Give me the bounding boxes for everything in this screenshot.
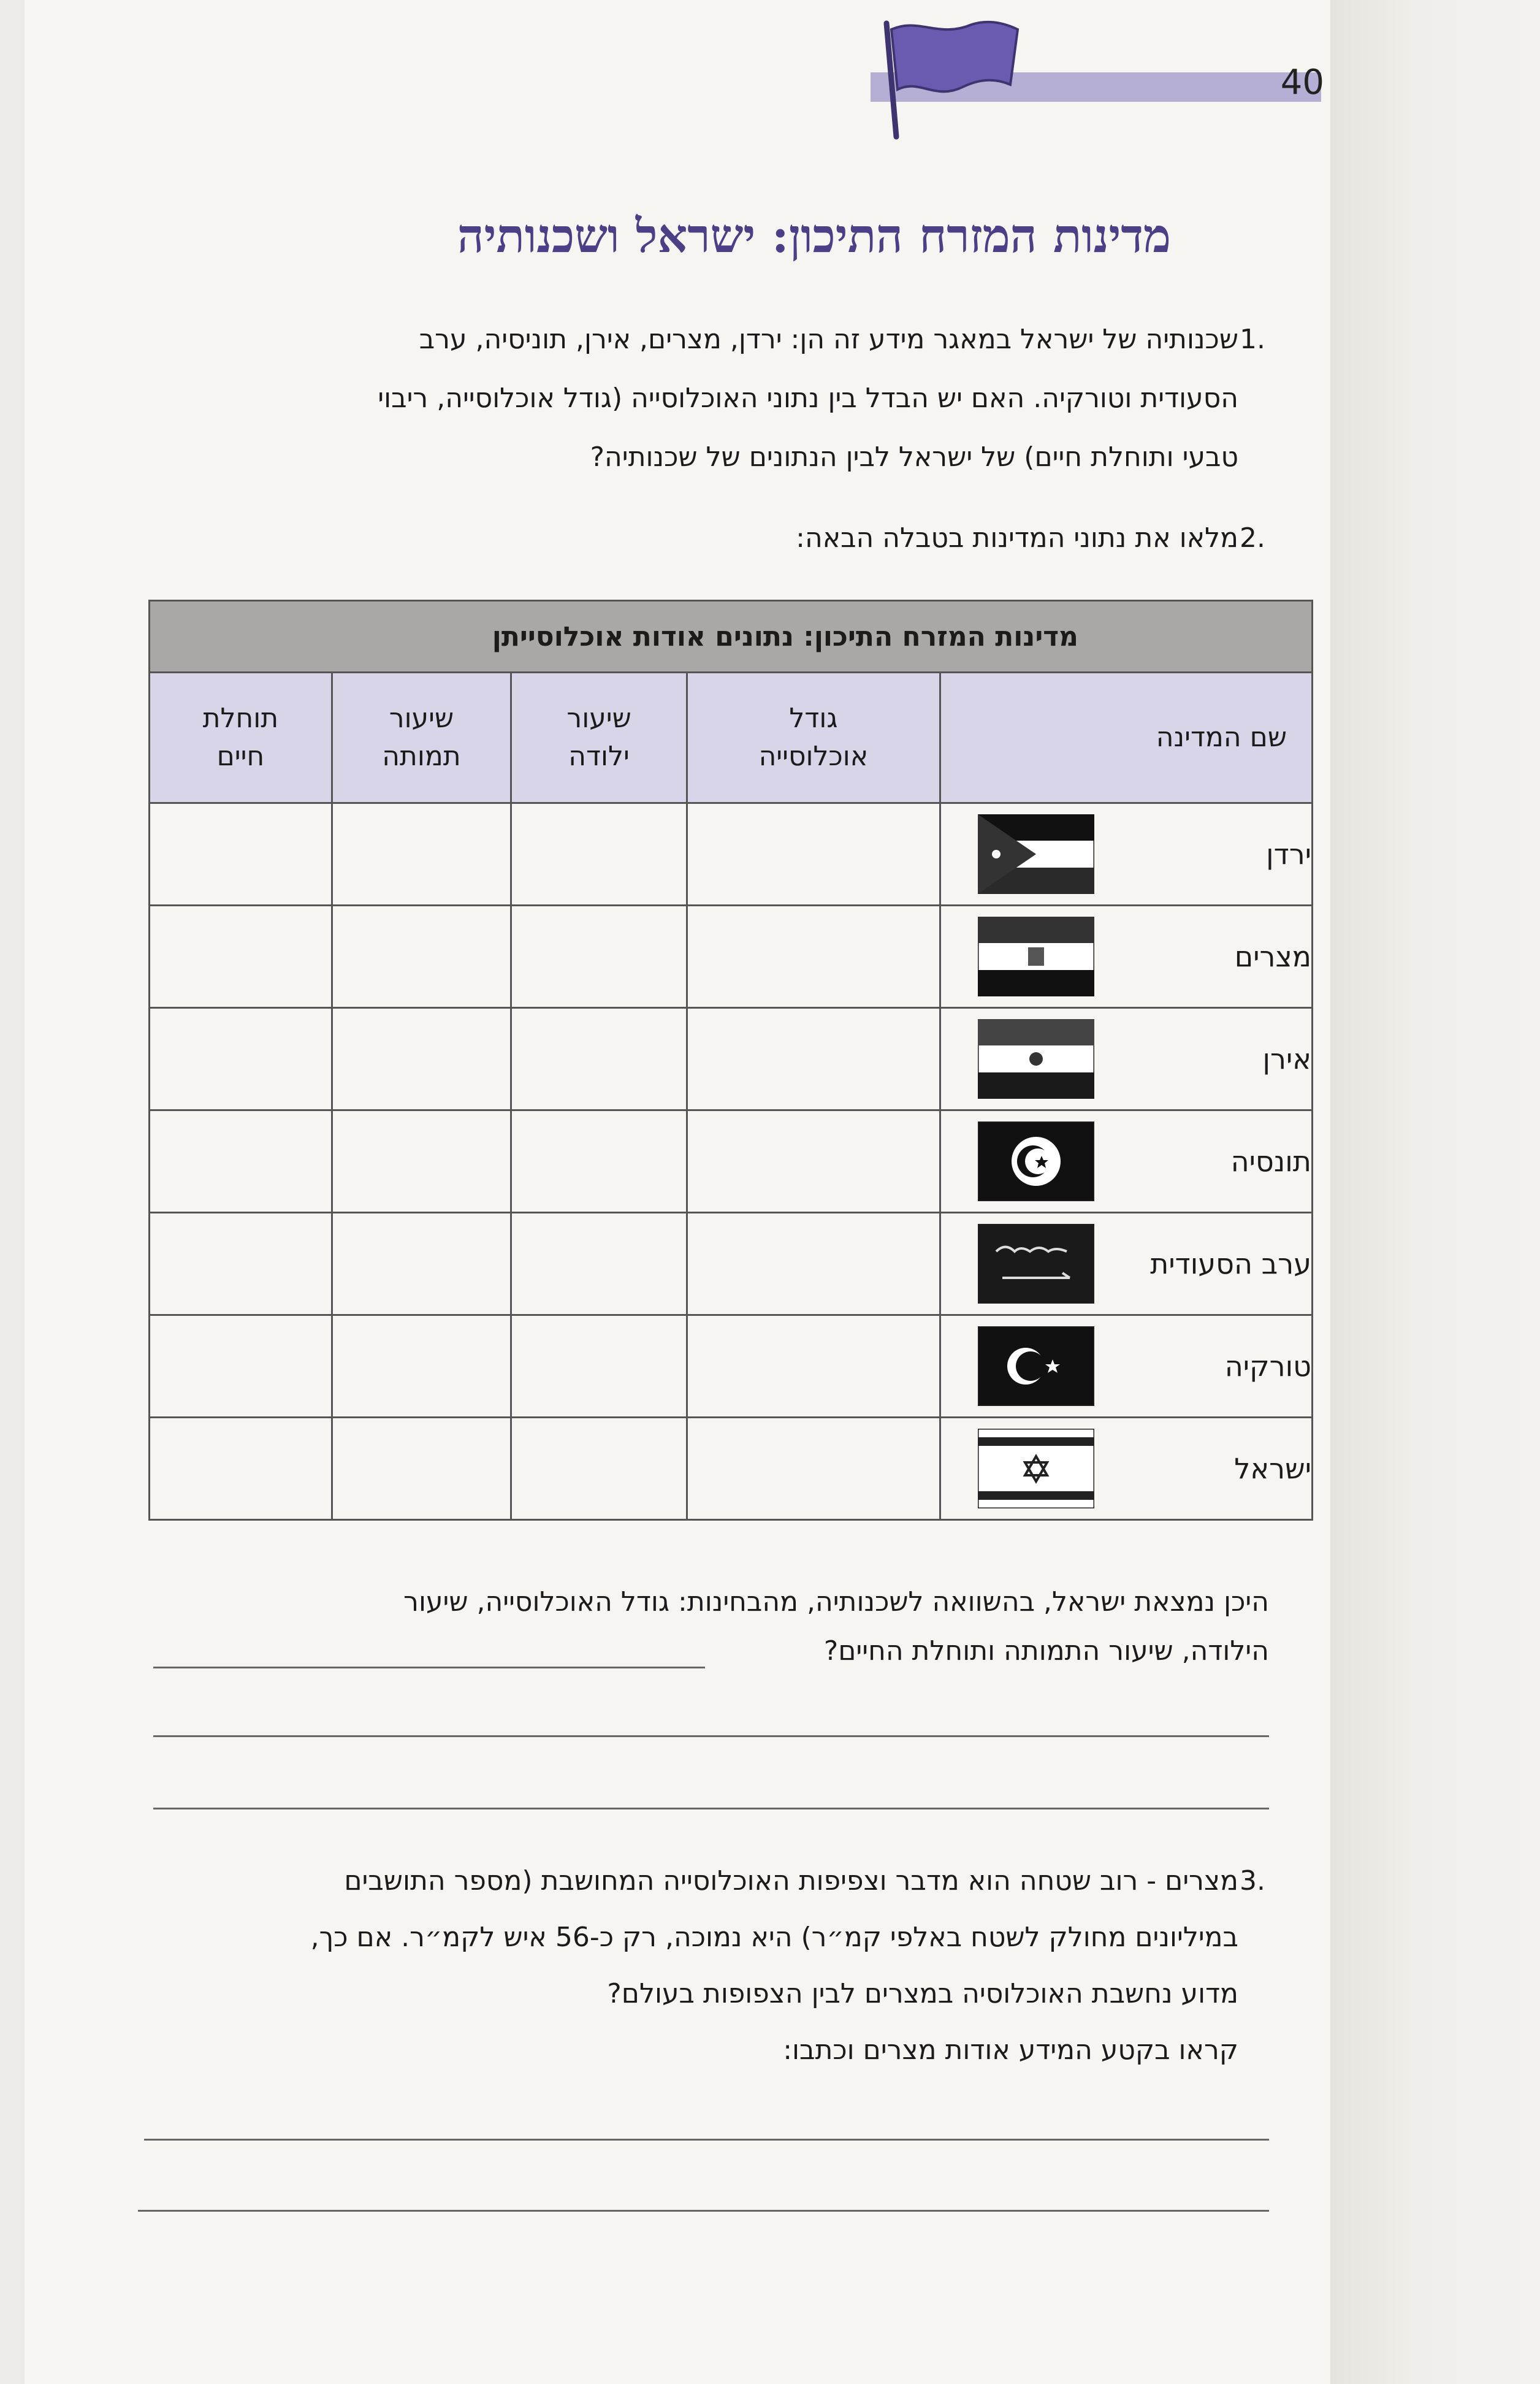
cell-life-expectancy[interactable]	[150, 1008, 332, 1110]
turkey-flag-icon	[978, 1326, 1094, 1406]
question-1-line-2: הסעודית וטורקיה. האם יש הבדל בין נתוני האוכלוסייה (גודל אוכלוסייה, ריבוי	[378, 383, 1238, 414]
cell-birth-rate[interactable]	[511, 906, 687, 1008]
header-life-expectancy-line-1: תוחלת	[202, 703, 279, 734]
cell-birth-rate[interactable]	[511, 1213, 687, 1315]
answer-line[interactable]	[153, 1808, 1269, 1809]
cell-death-rate[interactable]	[332, 1008, 511, 1110]
question-1-number: 1.	[1240, 324, 1265, 355]
table-row	[150, 906, 1313, 1008]
country-cell	[940, 1110, 1312, 1213]
page-title: מדינות המזרח התיכון: ישראל ושכנותיה	[457, 208, 1171, 263]
country-name: ישראל	[1234, 1452, 1311, 1485]
cell-death-rate[interactable]	[332, 1110, 511, 1213]
header-birth-rate-line-1: שיעור	[566, 703, 631, 734]
header-population-size-line-1: גודל	[789, 703, 838, 734]
table-row	[150, 1315, 1313, 1418]
cell-birth-rate[interactable]	[511, 1418, 687, 1520]
header-birth-rate-line-2: ילודה	[568, 741, 630, 772]
cell-death-rate[interactable]	[332, 803, 511, 906]
header-country-name: שם המדינה	[940, 673, 1312, 803]
egypt-flag-icon	[978, 917, 1094, 996]
table-row	[150, 803, 1313, 906]
header-life-expectancy-line-2: חיים	[216, 741, 265, 772]
header-birth-rate	[511, 673, 687, 803]
table-row	[150, 1418, 1313, 1520]
cell-population[interactable]	[687, 1213, 940, 1315]
question-3-line-1: מצרים - רוב שטחה הוא מדבר וצפיפות האוכלוסייה המחושבת (מספר התושבים	[344, 1865, 1238, 1897]
cell-birth-rate[interactable]	[511, 1110, 687, 1213]
country-name: אירן	[1262, 1042, 1311, 1075]
saudi-arabia-flag-icon	[978, 1224, 1094, 1304]
header-death-rate-line-1: שיעור	[389, 703, 454, 734]
country-name: ירדן	[1266, 838, 1311, 871]
table-caption: מדינות המזרח התיכון: נתונים אודות אוכלוסייתן	[150, 601, 1313, 673]
israel-flag-icon	[978, 1429, 1094, 1508]
country-name: מצרים	[1234, 940, 1311, 973]
table-row	[150, 1110, 1313, 1213]
cell-life-expectancy[interactable]	[150, 803, 332, 906]
question-1-line-3: טבעי ותוחלת חיים) של ישראל לבין הנתונים של שכנותיה?	[590, 441, 1238, 473]
cell-death-rate[interactable]	[332, 1418, 511, 1520]
country-cell	[940, 1315, 1312, 1418]
question-3-line-3: מדוע נחשבת האוכלוסיה במצרים לבין הצפופות בעולם?	[607, 1978, 1238, 2009]
comparison-question-line-2: הילודה, שיעור התמותה ותוחלת החיים?	[823, 1635, 1269, 1667]
cell-life-expectancy[interactable]	[150, 1418, 332, 1520]
country-cell	[940, 1418, 1312, 1520]
cell-population[interactable]	[687, 1315, 940, 1418]
cell-birth-rate[interactable]	[511, 1315, 687, 1418]
header-population-size	[687, 673, 940, 803]
header-death-rate	[332, 673, 511, 803]
iran-flag-icon	[978, 1019, 1094, 1099]
cell-life-expectancy[interactable]	[150, 1110, 332, 1213]
cell-death-rate[interactable]	[332, 906, 511, 1008]
country-cell	[940, 906, 1312, 1008]
cell-birth-rate[interactable]	[511, 1008, 687, 1110]
comparison-question-line-1: היכן נמצאת ישראל, בהשוואה לשכנותיה, מהבחינות: גודל האוכלוסייה, שיעור	[403, 1586, 1269, 1618]
waving-flag-icon	[864, 11, 1024, 146]
cell-population[interactable]	[687, 1110, 940, 1213]
page-edge	[1330, 0, 1540, 2384]
header-death-rate-line-2: תמותה	[382, 741, 461, 772]
page-number: 40	[1280, 63, 1324, 102]
header-population-size-line-2: אוכלוסייה	[758, 741, 869, 772]
question-3-line-2: במיליונים מחולק לשטח באלפי קמ״ר) היא נמוכה, רק כ-56 איש לקמ״ר. אם כך,	[310, 1922, 1238, 1953]
cell-population[interactable]	[687, 1008, 940, 1110]
answer-line[interactable]	[153, 1667, 705, 1668]
country-cell	[940, 1008, 1312, 1110]
cell-life-expectancy[interactable]	[150, 1213, 332, 1315]
header-life-expectancy	[150, 673, 332, 803]
tunisia-flag-icon	[978, 1121, 1094, 1201]
population-table	[148, 600, 1313, 1521]
cell-death-rate[interactable]	[332, 1315, 511, 1418]
cell-population[interactable]	[687, 906, 940, 1008]
answer-line[interactable]	[153, 1735, 1269, 1737]
answer-line[interactable]	[144, 2139, 1269, 2141]
country-name: תונסיה	[1230, 1145, 1311, 1178]
question-1-line-1: שכנותיה של ישראל במאגר מידע זה הן: ירדן, מצרים, אירן, תוניסיה, ערב	[419, 324, 1238, 355]
cell-death-rate[interactable]	[332, 1213, 511, 1315]
jordan-flag-icon	[978, 814, 1094, 894]
cell-birth-rate[interactable]	[511, 803, 687, 906]
answer-line[interactable]	[138, 2210, 1269, 2212]
country-cell	[940, 803, 1312, 906]
country-name: טורקיה	[1224, 1350, 1311, 1383]
cell-population[interactable]	[687, 803, 940, 906]
cell-life-expectancy[interactable]	[150, 906, 332, 1008]
question-3-line-4: קראו בקטע המידע אודות מצרים וכתבו:	[783, 2034, 1238, 2066]
question-2-number: 2.	[1240, 522, 1265, 554]
cell-population[interactable]	[687, 1418, 940, 1520]
country-cell	[940, 1213, 1312, 1315]
question-2-text: מלאו את נתוני המדינות בטבלה הבאה:	[796, 522, 1238, 554]
cell-life-expectancy[interactable]	[150, 1315, 332, 1418]
table-row	[150, 1008, 1313, 1110]
table-row	[150, 1213, 1313, 1315]
country-name: ערב הסעודית	[1150, 1247, 1311, 1280]
question-3-number: 3.	[1240, 1865, 1265, 1897]
